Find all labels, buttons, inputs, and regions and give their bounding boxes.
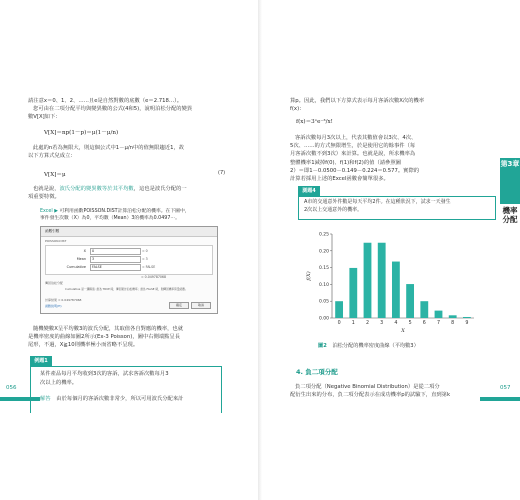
example-problem xyxy=(40,370,215,387)
dialog-title: 函數引數 xyxy=(45,229,60,233)
text-line: 數V[X]如下： xyxy=(28,114,61,121)
paragraph-3 xyxy=(290,383,495,399)
bar xyxy=(435,311,443,318)
page-rule xyxy=(480,397,520,401)
y-tick-label: 0.25 xyxy=(318,232,329,238)
x-tick-label: 5 xyxy=(408,321,412,326)
x-tick-label: 6 xyxy=(422,321,426,326)
bar xyxy=(335,301,343,318)
bar xyxy=(406,284,414,318)
paragraph-3 xyxy=(28,185,238,201)
figure-caption xyxy=(318,342,419,349)
poisson-bar-chart xyxy=(302,228,482,338)
text-line: 某件產品每月平均收到3次的客訴，試求客訴次數每月3 xyxy=(40,371,169,377)
y-axis-title: f(X) xyxy=(306,271,312,281)
text-line: 整體機率1減掉f(0)、f(1)和f(2)的值（請參照圖 xyxy=(290,159,401,166)
formula-v-equals-mu: V[X]＝μ xyxy=(44,172,66,178)
bar xyxy=(420,301,428,318)
figure-label: 圖2 xyxy=(318,343,327,349)
field-result-x: = 0 xyxy=(142,249,148,253)
dialog-result-label: 計算結果 = 0.049787068 xyxy=(45,298,82,302)
paragraph-top xyxy=(290,97,490,113)
x-tick-label: 8 xyxy=(451,321,455,326)
text-line: 月客訴次數不到3次）來計算。也就是說，所求機率為 xyxy=(290,151,416,158)
text-line: f(x)： xyxy=(290,106,305,113)
formula-f: f(x)＝3ˣe⁻³/x! xyxy=(296,119,333,125)
bar xyxy=(449,315,457,318)
exercise-label: 測題4 xyxy=(298,186,320,196)
text-line xyxy=(28,185,238,193)
bar xyxy=(463,317,471,318)
field-input-cumulative[interactable]: FALSE xyxy=(90,264,141,271)
field-label-mean: Mean xyxy=(76,257,86,261)
paragraph-1 xyxy=(28,97,238,122)
text-line: 請注意x＝0、1、2、……且e是自然對數的底數（e＝2.718…）。 xyxy=(28,98,183,104)
text-line: 以下方算式兒成立： xyxy=(28,153,76,160)
bar xyxy=(392,262,400,318)
text-line: 2次以上交通意外的機率。 xyxy=(304,206,363,213)
x-tick-label: 7 xyxy=(436,321,441,326)
paragraph-4 xyxy=(28,325,238,350)
field-result-mean: = 3 xyxy=(142,257,148,261)
text-line: 客訴次數每月3次以上，代表其數值會以3次、4次、 xyxy=(295,135,417,141)
x-tick-label: 9 xyxy=(465,321,469,326)
bar xyxy=(349,268,357,318)
bar xyxy=(378,243,386,318)
y-tick-label: 0.15 xyxy=(318,266,329,272)
y-tick-label: 0.20 xyxy=(318,249,329,255)
cancel-button[interactable]: 取消 xyxy=(191,302,211,309)
x-tick-label: 4 xyxy=(394,321,398,326)
text-line: 項重要特徵。 xyxy=(28,194,60,201)
text-line: 負二項分配（Negative Binomial Distribution）是從二項分 xyxy=(295,384,440,390)
text-fragment: ，這也是波氏分配的一 xyxy=(133,186,187,192)
paragraph-2 xyxy=(28,144,238,160)
x-tick-label: 1 xyxy=(351,321,355,326)
x-axis-title: X xyxy=(401,328,405,334)
figure-caption-text: 泊松分配的機率密度曲線（平均數3） xyxy=(332,343,419,349)
highlight-text: 波氏分配的變異數等於其平均數 xyxy=(59,186,134,192)
formula-variance: V[X]＝np(1－p)＝μ(1－μ/n) xyxy=(44,130,119,136)
chapter-tab xyxy=(500,158,520,268)
excel-note-label: Excel ▶ xyxy=(40,209,58,214)
chapter-number: 第3章 xyxy=(500,158,520,204)
y-tick-label: 0.05 xyxy=(318,299,329,305)
text-line: 隨機變數X呈平均數3的波氏分配，其取值各自對應的機率，也就 xyxy=(33,326,184,332)
dialog-description: 傳回泊松分配 xyxy=(45,281,64,285)
left-page xyxy=(0,0,258,500)
page-rule xyxy=(0,397,40,401)
text-line: 您可由在二項分配平均與變異數的公式(4和5)，說明泊松分配的變異 xyxy=(33,106,193,113)
dialog-cumulative-note: Cumulative 是一邏輯值: 當為 TRUE 時，傳回累計泊松機率；當為 FALSE 時，則傳回機率質量函數。 xyxy=(65,287,188,291)
x-tick-label: 0 xyxy=(337,321,341,326)
page-number: 057 xyxy=(500,385,511,391)
field-label-cumulative: Cumulative xyxy=(66,265,86,269)
text-line: 尾形，不過，X≧10則機率極小而省略不呈現。 xyxy=(28,342,139,349)
example-solution xyxy=(40,395,230,403)
text-fragment: 也就是說， xyxy=(33,186,60,192)
dialog-result-line: = 0.049787068 xyxy=(141,275,166,279)
solution-label: 解答 xyxy=(40,396,51,402)
field-input-x[interactable]: 0 xyxy=(90,248,141,255)
text-line: 2）＝即1－0.0500－0.149－0.224＝0.577。實際的 xyxy=(290,167,420,174)
x-tick-label: 3 xyxy=(380,321,384,326)
text-line: 可利用函數POISSON.DIST計算泊松分配的機率。在下圖中， xyxy=(59,209,190,214)
x-tick-label: 2 xyxy=(365,321,370,326)
help-link[interactable]: 函數說明(H) xyxy=(45,304,62,308)
section-heading: 4. 負二項分配 xyxy=(296,368,338,376)
y-tick-label: 0.10 xyxy=(318,282,329,288)
field-label-x: X xyxy=(83,249,86,253)
excel-note xyxy=(40,208,230,222)
text-line: 次以上的機率。 xyxy=(40,379,78,386)
y-tick-label: 0.00 xyxy=(318,316,329,322)
right-page xyxy=(262,0,520,500)
example-label: 例題1 xyxy=(30,356,52,366)
dialog-titlebar xyxy=(41,227,217,237)
text-line: A市的交通意外件數是每天平均2件。在這種狀況下，試求一天發生 xyxy=(304,199,451,205)
ok-button[interactable]: 確定 xyxy=(169,302,189,309)
text-line: 此處的n若為無限大，則這個公式中1－μ/n中的值無限趨近1，故 xyxy=(33,145,185,151)
paragraph-2 xyxy=(290,134,490,183)
field-input-mean[interactable]: 3 xyxy=(90,256,141,263)
equation-number: (7) xyxy=(218,170,226,176)
chapter-title: 機率分配 xyxy=(502,206,518,224)
text-line: 配衍生出來的分布，負二項分配表示在成功機率p的試驗下，直到第k xyxy=(290,392,451,399)
excel-dialog xyxy=(40,226,218,314)
text-line: 事件發生次數（X）為0，平均數（Mean）3的機率為0.0497⋯。 xyxy=(40,216,180,221)
field-result-cumulative: = FALSE xyxy=(142,265,156,269)
text-line: 是機率密度的曲線如圖2所示(Ex-3 Poisson)，圖中右側端點呈長 xyxy=(28,334,181,341)
exercise-text xyxy=(304,199,494,214)
function-name: POISSON.DIST xyxy=(45,239,67,243)
page-number: 056 xyxy=(6,385,17,391)
bar xyxy=(364,243,372,318)
text-line: 5次、……的方式無限增生，於是使用它的餘事件（每 xyxy=(290,143,416,150)
text-line: 計算若採用上述的Excel函數會簡單很多。 xyxy=(290,176,389,183)
text-line: 算p。因此，我們以下方算式表示每月客訴次數X次的機率 xyxy=(290,98,425,104)
dialog-fields-frame xyxy=(45,245,213,275)
solution-text: 由於每個月的客訴次數非常少，所以可用波氏分配來計 xyxy=(56,396,184,402)
